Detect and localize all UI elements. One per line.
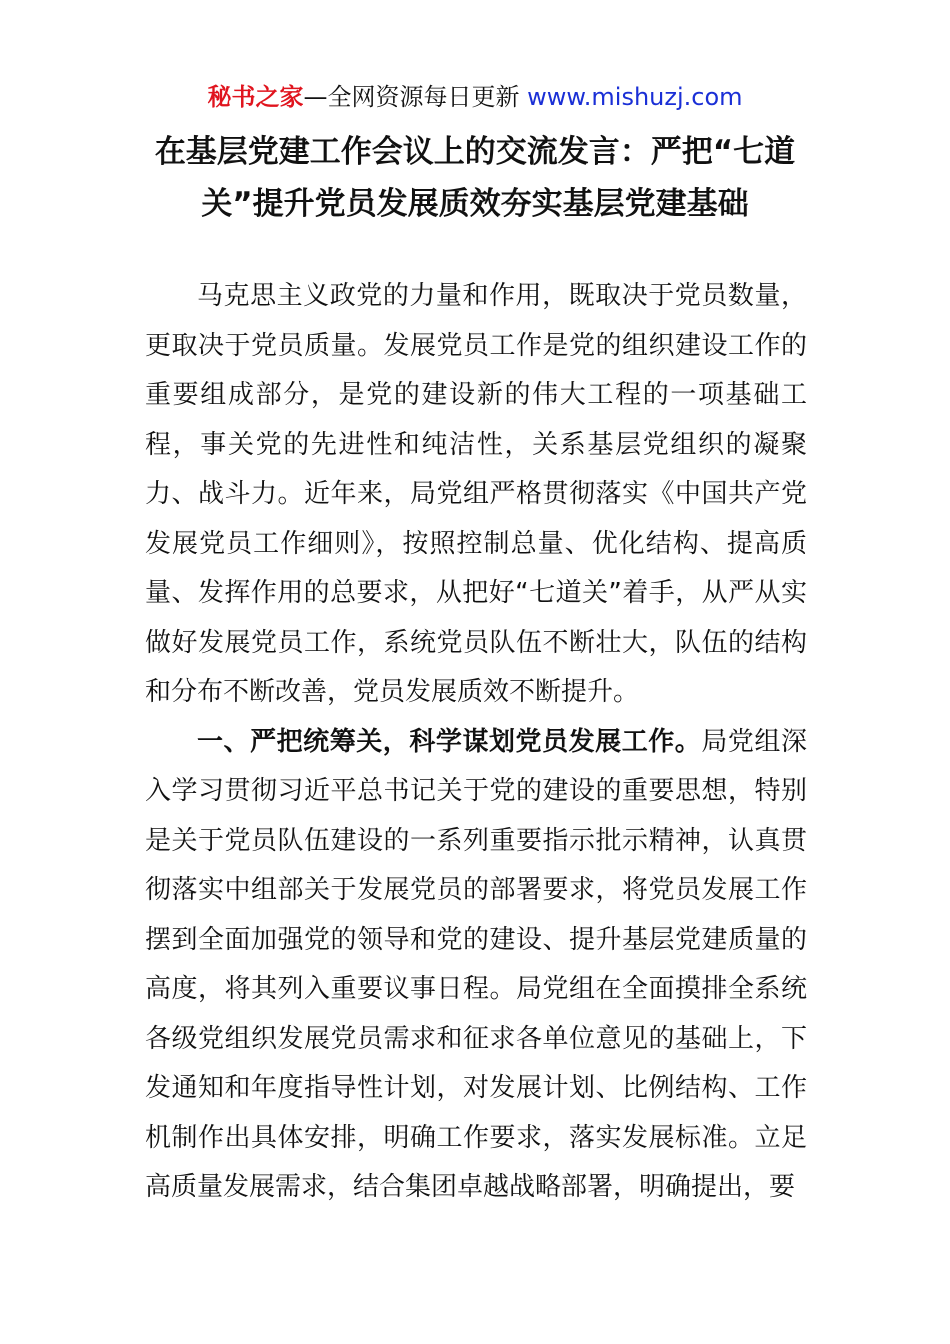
section-1-text: 局党组深入学习贯彻习近平总书记关于党的建设的重要思想，特别是关于党员队伍建设的一系列重要指示批示精神，认真贯彻落实中组部关于发展党员的部署要求，将党员发展工作摆到全面加强党的领导和党的建设、提升基层党建质量的高度，将其列入重要议事日程。局党组在全面摸排全系统各级党组织发展党员需求和征求各单位意见的基础上，下发通知和年度指导性计划，对发展计划、比例结构、工作机制作出具体安排，明确工作要求，落实发展标准。立足高质量发展需求，结合集团卓越战略部署，明确提出，要: [145, 726, 807, 1202]
document-body: [145, 272, 807, 1213]
brand-name: 秘书之家: [207, 83, 304, 111]
intro-paragraph: 马克思主义政党的力量和作用，既取决于党员数量，更取决于党员质量。发展党员工作是党的组织建设工作的重要组成部分，是党的建设新的伟大工程的一项基础工程，事关党的先进性和纯洁性，关系基层党组织的凝聚力、战斗力。近年来，局党组严格贯彻落实《中国共产党发展党员工作细则》，按照控制总量、优化结构、提高质量、发挥作用的总要求，从把好“七道关”着手，从严从实做好发展党员工作，系统党员队伍不断壮大，队伍的结构和分布不断改善，党员发展质效不断提升。: [145, 281, 807, 707]
section-1-paragraph: [145, 718, 807, 1213]
document-title: 在基层党建工作会议上的交流发言：严把“七道关”提升党员发展质效夯实基层党建基础: [154, 134, 796, 222]
site-header: [0, 80, 950, 114]
header-tagline: —全网资源每日更新: [303, 83, 528, 111]
site-url-link[interactable]: www.mishuzj.com: [527, 83, 743, 111]
section-1-heading: 一、严把统筹关，科学谋划党员发展工作。: [197, 726, 702, 757]
